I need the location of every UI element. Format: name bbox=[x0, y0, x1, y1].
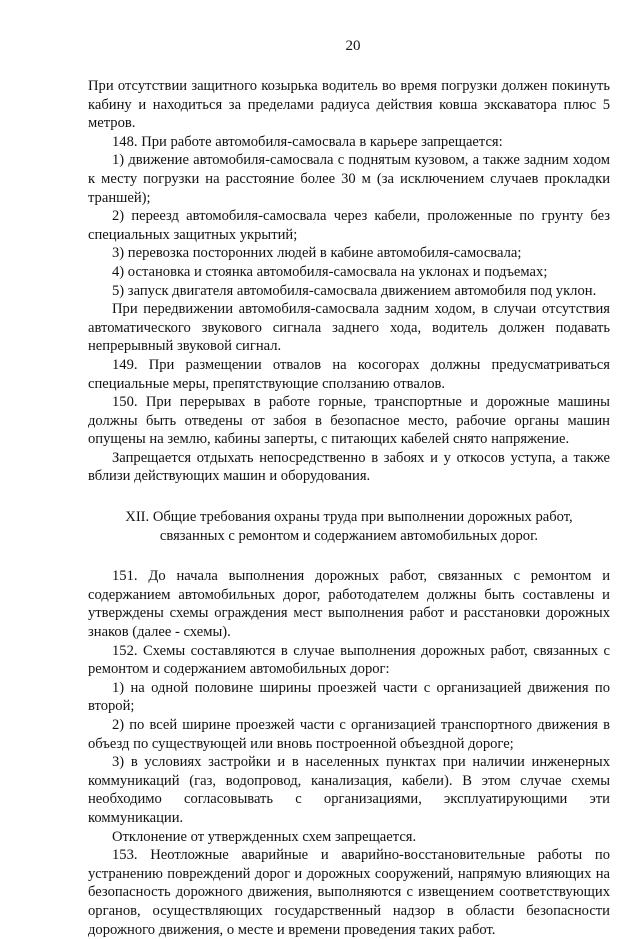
paragraph: 151. До начала выполнения дорожных работ, связанных с ремонтом и содержанием автомобильных дорог, работодателем должны быть составлены и утверждены схемы ограждения мест выполнения работ и расстановки дорожных знаков (далее - схемы). bbox=[88, 568, 610, 641]
paragraph: При передвижении автомобиля-самосвала задним ходом, в случаи отсутствия автоматического звукового сигнала заднего хода, водитель должен подавать непрерывный звуковой сигнал. bbox=[88, 301, 610, 355]
paragraph: Отклонение от утвержденных схем запрещается. bbox=[112, 828, 417, 845]
section-heading-line: XII. Общие требования охраны труда при выполнении дорожных работ, bbox=[125, 509, 573, 526]
paragraph: 3) в условиях застройки и в населенных пунктах при наличии инженерных коммуникаций (газ, водопровод, канализация, кабели). В этом случае схемы необходимо согласовывать с организациями, эксплуатирующими эти коммуникации. bbox=[88, 754, 610, 826]
paragraph: 3) перевозка посторонних людей в кабине автомобиля-самосвала; bbox=[112, 245, 522, 262]
paragraph: 153. Неотложные аварийные и аварийно-восстановительные работы по устранению повреждений дорог и дорожных сооружений, напрямую влияющих на безопасность дорожного движения, выполняются с извещением соответствующих органов, осуществляющих государственный надзор в области безопасности дорожного движения, о месте и времени проведения таких работ. bbox=[88, 847, 610, 938]
paragraph: 148. При работе автомобиля-самосвала в карьере запрещается: bbox=[112, 133, 503, 150]
section-heading-line: связанных с ремонтом и содержанием автомобильных дорог. bbox=[159, 527, 539, 544]
page-number: 20 bbox=[345, 38, 361, 54]
paragraph: Запрещается отдыхать непосредственно в забоях и у откосов уступа, а также вблизи действующих машин и оборудования. bbox=[88, 449, 610, 485]
paragraph: 152. Схемы составляются в случае выполнения дорожных работ, связанных с ремонтом и содержанием автомобильных дорог: bbox=[88, 642, 610, 678]
section-heading bbox=[88, 508, 610, 545]
paragraph: 2) по всей ширине проезжей части с организацией транспортного движения в объезд по существующей или вновь построенной объездной дороге; bbox=[88, 717, 610, 752]
paragraph: 150. При перерывах в работе горные, транспортные и дорожные машины должны быть отведены от забоя в безопасное место, рабочие органы машин опущены на землю, кабины заперты, с питающих кабелей снято напряжение. bbox=[88, 394, 610, 448]
paragraph: 1) на одной половине ширины проезжей части с организацией движения по второй; bbox=[88, 679, 610, 715]
paragraph: 2) переезд автомобиля-самосвала через кабели, проложенные по грунту без специальных защитных укрытий; bbox=[88, 208, 610, 243]
paragraph: При отсутствии защитного козырька водитель во время погрузки должен покинуть кабину и находиться за пределами радиуса действия ковша экскаватора плюс 5 метров. bbox=[88, 78, 610, 132]
paragraph: 1) движение автомобиля-самосвала с поднятым кузовом, а также задним ходом к месту погрузки на расстояние более 30 м (за исключением случаев прокладки траншей); bbox=[88, 152, 610, 206]
document-body bbox=[88, 77, 610, 939]
paragraph: 5) запуск двигателя автомобиля-самосвала движением автомобиля под уклон. bbox=[112, 282, 597, 299]
paragraph: 149. При размещении отвалов на косогорах должны предусматриваться специальные меры, препятствующие сползанию отвалов. bbox=[88, 356, 610, 392]
paragraph: 4) остановка и стоянка автомобиля-самосвала на уклонах и подъемах; bbox=[112, 263, 548, 280]
